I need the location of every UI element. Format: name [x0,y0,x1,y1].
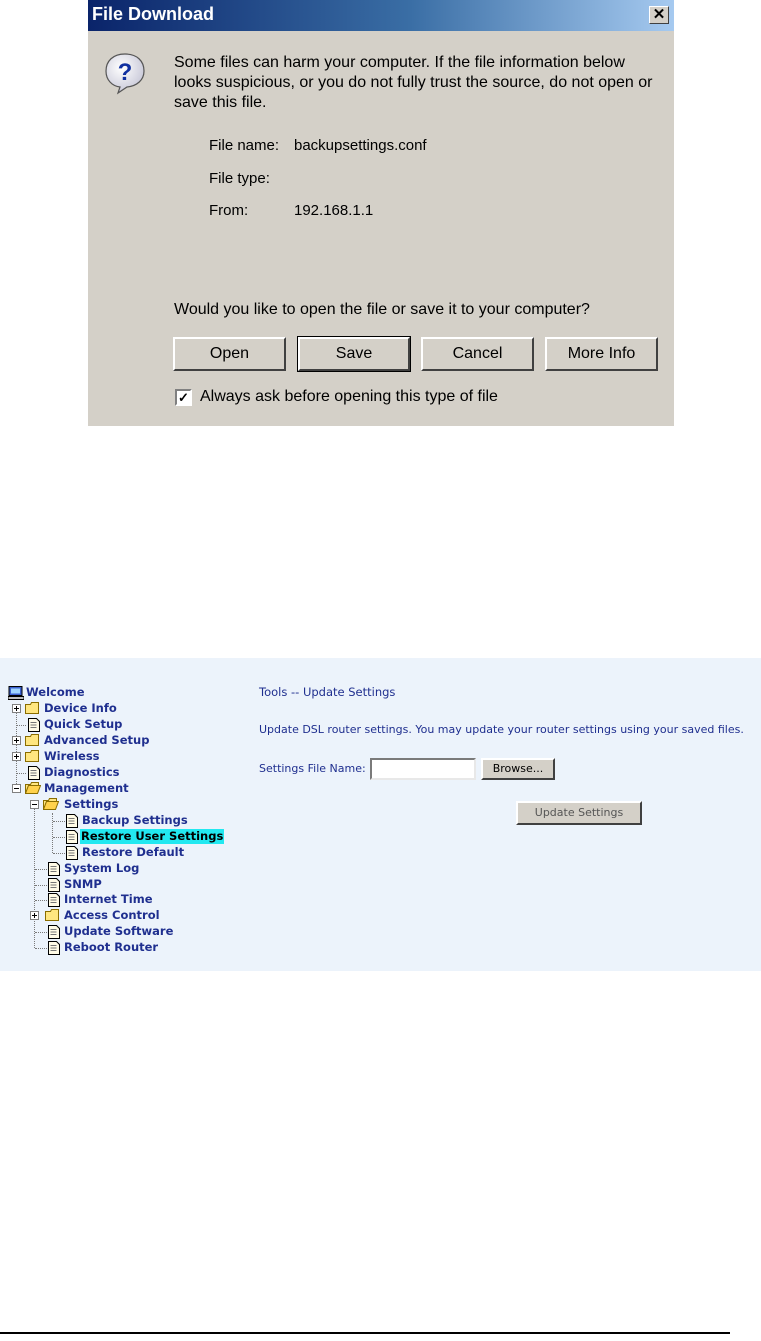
open-button[interactable]: Open [173,337,286,371]
expand-plus-icon [12,752,21,761]
warning-text: Some files can harm your computer. If the file information below looks suspicious, or you do not fully trust the source, do not open or save this file. [174,54,653,111]
navigation-tree [0,658,240,971]
page-footer-rule [0,1332,730,1334]
page-icon [28,718,40,732]
expand-plus-icon [12,704,21,713]
expand-plus-icon [12,736,21,745]
collapse-minus-icon [30,800,39,809]
page-description: Update DSL router settings. You may update your router settings using your saved files. [259,723,744,736]
settings-file-name-label: Settings File Name: [259,762,366,775]
tree-label-settings: Settings [64,797,119,811]
tree-label-management: Management [44,781,129,795]
cancel-button[interactable]: Cancel [421,337,534,371]
browse-button[interactable]: Browse... [481,758,555,780]
tree-label-internet-time: Internet Time [64,892,153,906]
always-ask-checkbox[interactable] [175,389,192,406]
page-icon [48,893,60,907]
always-ask-label[interactable]: Always ask before opening this type of file [200,388,498,405]
page-icon [48,878,60,892]
tree-label-reboot-router: Reboot Router [64,940,159,954]
dialog-title: File Download [92,4,215,24]
computer-icon [8,686,24,700]
page-icon [66,830,78,844]
page-icon [66,814,78,828]
router-settings-page [0,658,761,971]
tree-label-access-control: Access Control [64,908,160,922]
close-icon: ✕ [652,6,666,23]
collapse-minus-icon [12,784,21,793]
tree-label-restore-user-settings: Restore User Settings [81,829,224,843]
tree-label-device-info: Device Info [44,701,117,715]
folder-icon [25,702,40,714]
open-folder-icon [43,798,59,810]
file-name-label: File name: [209,137,280,154]
save-button[interactable]: Save [298,337,410,371]
settings-file-input[interactable] [370,758,476,780]
tree-label-wireless: Wireless [44,749,100,763]
tree-label-welcome: Welcome [26,685,85,699]
tree-label-system-log: System Log [64,861,140,875]
open-or-save-question: Would you like to open the file or save it to your computer? [174,301,590,318]
page-heading: Tools -- Update Settings [259,685,396,699]
page-icon [66,846,78,860]
page-icon [48,941,60,955]
page-icon [28,766,40,780]
tree-label-snmp: SNMP [64,877,102,891]
tree-label-backup-settings: Backup Settings [82,813,188,827]
from-label: From: [209,202,249,219]
folder-icon [25,734,40,746]
tree-label-update-software: Update Software [64,924,174,938]
tree-label-advanced-setup: Advanced Setup [44,733,150,747]
file-name-value: backupsettings.conf [294,137,427,154]
tree-label-diagnostics: Diagnostics [44,765,120,779]
folder-icon [25,750,40,762]
close-button[interactable] [649,6,669,24]
update-settings-button[interactable]: Update Settings [516,801,642,825]
dialog-title-bar[interactable] [88,0,674,31]
svg-text:?: ? [117,59,133,86]
open-folder-icon [25,782,41,794]
more-info-button[interactable]: More Info [545,337,658,371]
question-icon [103,51,147,95]
from-value: 192.168.1.1 [294,202,374,219]
tree-label-restore-default: Restore Default [82,845,185,859]
file-type-label: File type: [209,170,270,187]
tree-label-quick-setup: Quick Setup [44,717,123,731]
page-icon [48,862,60,876]
file-download-dialog [88,0,674,426]
page-icon [48,925,60,939]
folder-icon [45,909,60,921]
checkmark-icon: ✓ [178,390,189,405]
expand-plus-icon [30,911,39,920]
